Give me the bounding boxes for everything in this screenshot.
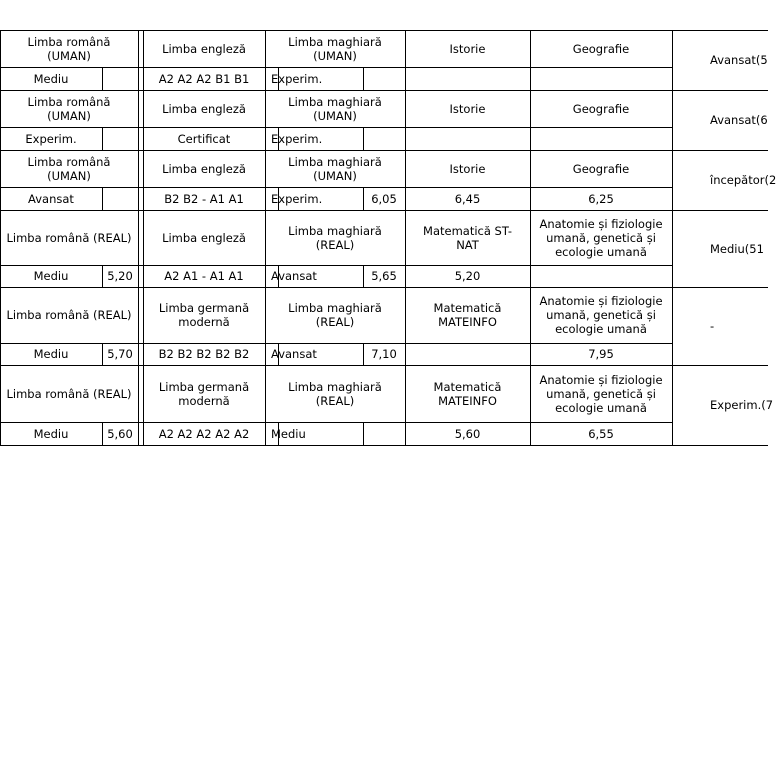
subject-cell: Limba maghiară (UMAN) [288,154,382,183]
grade-cell: 5,60 [107,426,133,441]
subject-cell: Matematică MATEINFO [433,301,502,329]
summary-cell: Avansat(6 [710,113,768,127]
subject-cell: Limba engleză [162,230,246,245]
subject-cell: Limba maghiară (UMAN) [288,94,382,123]
subject-cell: Limba germană modernă [158,379,250,408]
grade-cell: 5,65 [371,269,397,283]
grade-cell: 5,20 [107,269,133,283]
subject-cell: Limba germană modernă [158,301,250,329]
subject-cell: Geografie [572,101,630,116]
subject-cell: Anatomie și fiziologie umană, genetică și ecologie umană [539,372,663,415]
grid-line-horizontal [0,445,768,446]
subject-cell: Limba română (REAL) [6,308,132,322]
grade-cell [363,127,405,150]
level-cell: A2 A2 A2 A2 A2 [158,426,250,441]
level-cell: Mediu [33,347,69,361]
level-cell: A2 A2 A2 B1 B1 [158,71,250,86]
subject-cell: Limba română (UMAN) [27,34,111,63]
grade-cell: 6,05 [371,191,397,206]
subject-cell: Limba engleză [162,41,246,56]
grade-cell [102,127,138,150]
grade-cell [405,67,530,90]
subject-cell: Istorie [449,101,486,116]
level-cell: Mediu [271,426,306,441]
level-cell: Experim. [271,191,323,206]
grade-cell [530,67,672,90]
grade-cell [102,67,138,90]
grid-line-vertical [138,30,139,446]
subject-cell: Limba română (UMAN) [27,94,111,123]
subject-cell: Geografie [572,41,630,56]
summary-cell: Avansat(5 [710,53,768,67]
subject-cell: Limba maghiară (REAL) [288,301,382,329]
level-cell: Avansat [28,191,74,206]
level-cell: Experim. [271,131,323,146]
grade-cell: 5,20 [454,269,481,283]
summary-cell: - [710,319,715,333]
level-cell: Avansat [271,347,317,361]
grade-cell [363,67,405,90]
subject-cell: Geografie [572,161,630,176]
subject-cell: Istorie [449,161,486,176]
subject-cell: Limba română (REAL) [6,230,132,245]
subject-cell: Limba engleză [162,101,246,116]
subject-cell: Anatomie și fiziologie umană, genetică și ecologie umană [539,294,663,336]
grade-cell [363,422,405,445]
grade-cell: 5,70 [107,347,133,361]
subject-cell: Anatomie și fiziologie umană, genetică și ecologie umană [539,216,663,259]
grade-cell: 5,60 [454,426,481,441]
subject-cell: Limba engleză [162,161,246,176]
level-cell: Mediu [33,426,69,441]
grade-cell: 6,45 [454,191,481,206]
subject-cell: Limba română (REAL) [6,386,132,401]
subject-cell: Limba maghiară (REAL) [288,379,382,408]
grade-cell [102,187,138,210]
level-cell: A2 A1 - A1 A1 [164,269,244,283]
level-cell: B2 B2 - A1 A1 [164,191,244,206]
subject-cell: Limba maghiară (REAL) [288,223,382,252]
grade-cell: 6,55 [588,426,614,441]
subject-cell: Limba maghiară (UMAN) [288,34,382,63]
level-cell: Experim. [271,71,323,86]
grade-cell [530,127,672,150]
summary-cell: Experim.(7 [710,398,774,412]
level-cell: Mediu [33,71,69,86]
summary-cell: începător(2 [710,173,776,187]
summary-cell: Mediu(51 [710,241,764,256]
subject-cell: Istorie [449,41,486,56]
grade-cell [530,265,672,287]
subject-cell: Matematică ST- NAT [423,223,512,252]
level-cell: B2 B2 B2 B2 B2 [158,347,250,361]
grade-cell: 7,10 [371,347,397,361]
grid-line-vertical [672,30,673,446]
grade-cell [405,127,530,150]
subject-cell: Matematică MATEINFO [433,379,502,408]
level-cell: Mediu [33,269,69,283]
subject-cell: Limba română (UMAN) [27,154,111,183]
level-cell: Certificat [177,131,231,146]
level-cell: Experim. [25,131,77,146]
level-cell: Avansat [271,269,317,283]
grade-cell [405,343,530,365]
grade-cell: 7,95 [588,347,614,361]
grade-cell: 6,25 [588,191,614,206]
